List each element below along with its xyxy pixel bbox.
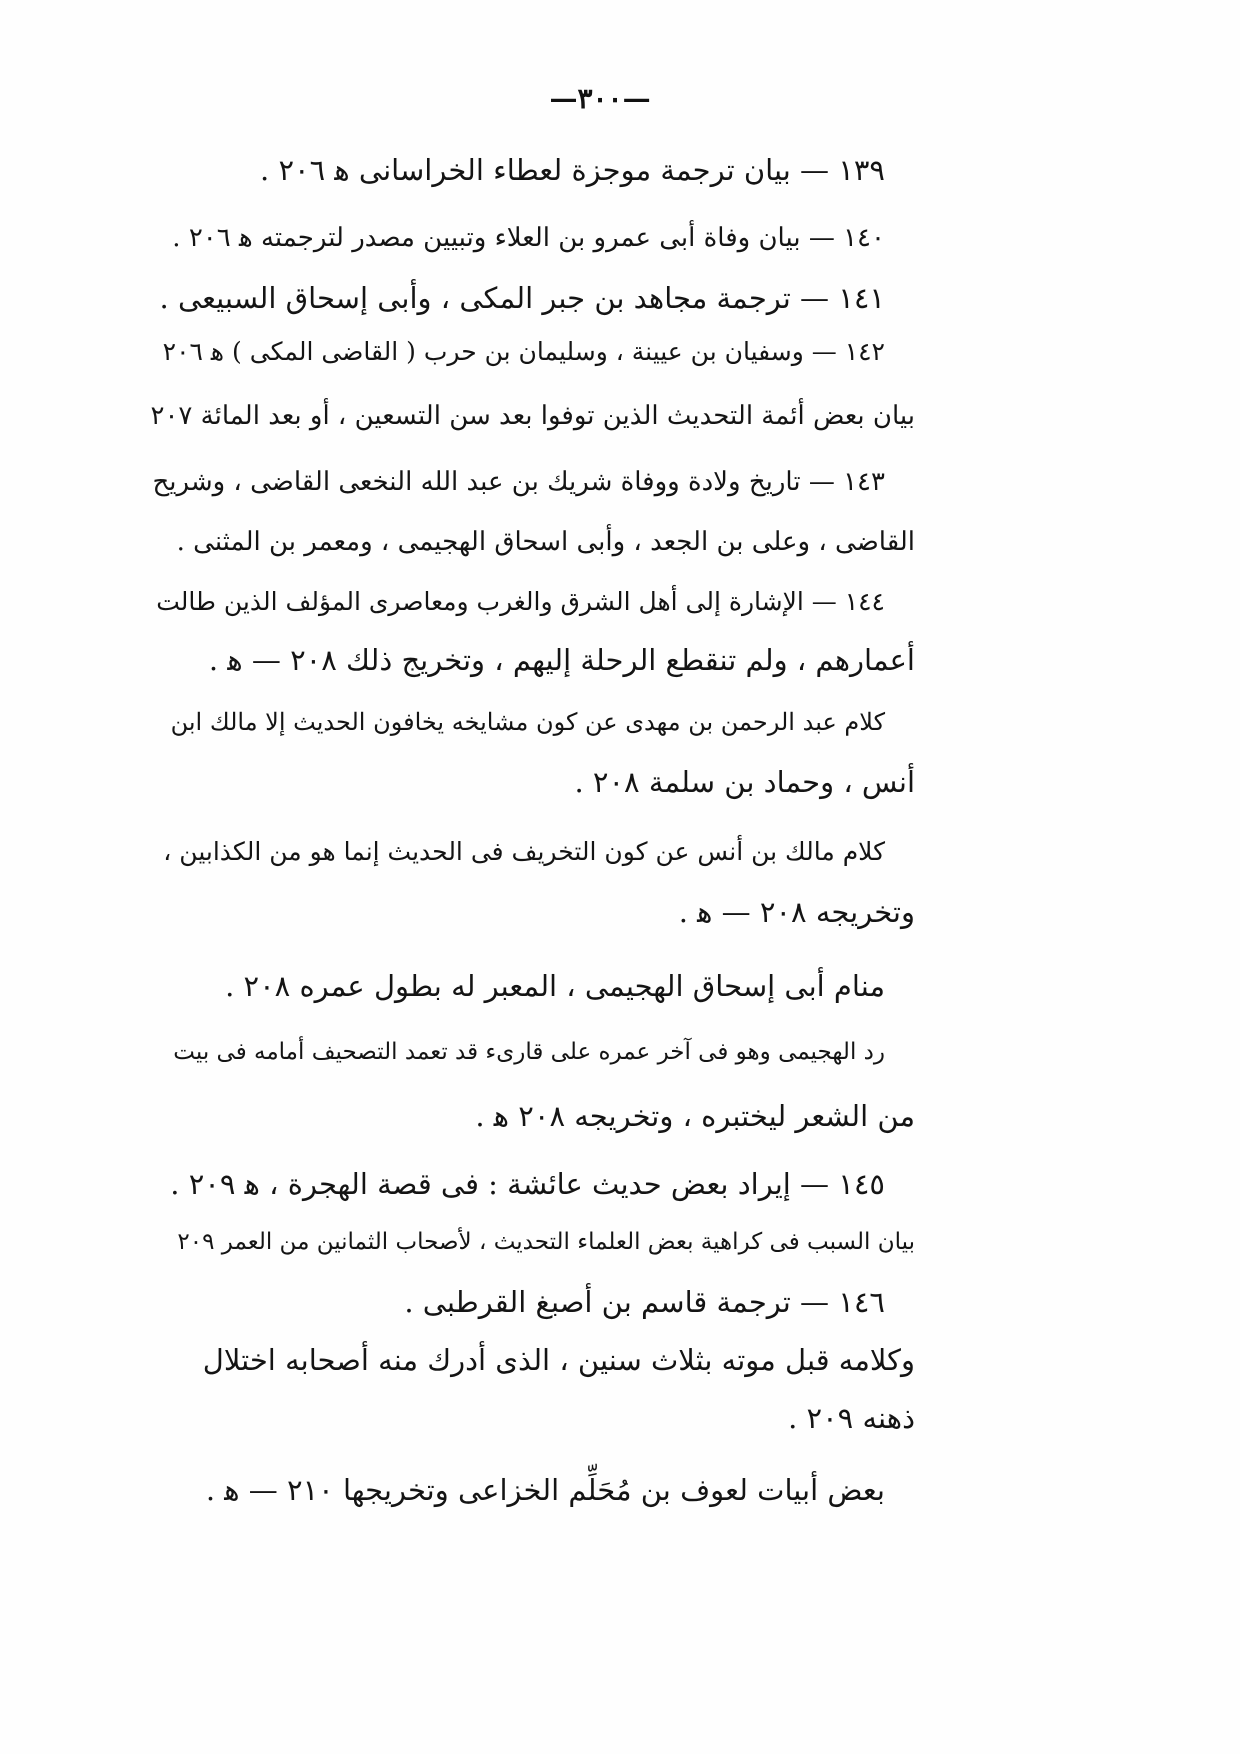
index-entry-144: ١٤٤ — الإشارة إلى أهل الشرق والغرب ومعاصرى المؤلف الذين طالت	[156, 587, 885, 616]
index-entry-text: منام أبى إسحاق الهجيمى ، المعبر له بطول عمره ٢٠٨ .	[225, 969, 885, 1003]
index-entry-text-continued: من الشعر ليختبره ، وتخريجه ٢٠٨ ﻫ .	[475, 1099, 915, 1133]
index-entry-143: ١٤٣ — تاريخ ولادة ووفاة شريك بن عبد الله النخعى القاضى ، وشريح	[152, 467, 885, 497]
index-entry-text: رد الهجيمى وهو فى آخر عمره على قارىء قد تعمد التصحيف أمامه فى بيت	[173, 1039, 885, 1065]
index-entry-text: بيان السبب فى كراهية بعض العلماء التحديث ، لأصحاب الثمانين من العمر ٢٠٩	[177, 1229, 915, 1255]
index-entry-141: ١٤١ — ترجمة مجاهد بن جبر المكى ، وأبى إسحاق السبيعى .	[159, 281, 885, 315]
index-entry-140: ١٤٠ — بيان وفاة أبى عمرو بن العلاء وتبيين مصدر لترجمته ﻫ ٢٠٦ .	[172, 223, 885, 253]
index-entry-146-continued: ذهنه ٢٠٩ .	[788, 1401, 915, 1435]
index-entry-text: كلام مالك بن أنس عن كون التخريف فى الحديث إنما هو من الكذابين ،	[163, 837, 885, 866]
index-entry-text-continued: أنس ، وحماد بن سلمة ٢٠٨ .	[574, 765, 915, 799]
index-entry-text: كلام عبد الرحمن بن مهدى عن كون مشايخه يخافون الحديث إلا مالك ابن	[170, 708, 885, 736]
index-entry-142: ١٤٢ — وسفيان بن عيينة ، وسليمان بن حرب ( القاضى المكى ) ﻫ ٢٠٦	[162, 337, 885, 366]
index-entry-143-continued: القاضى ، وعلى بن الجعد ، وأبى اسحاق الهجيمى ، ومعمر بن المثنى .	[176, 527, 915, 557]
index-entry-145: ١٤٥ — إيراد بعض حديث عائشة : فى قصة الهجرة ، ﻫ ٢٠٩ .	[170, 1167, 885, 1201]
index-entry-text-continued: وتخريجه ٢٠٨ — ﻫ .	[678, 895, 915, 929]
index-entry-146-continued: وكلامه قبل موته بثلاث سنين ، الذى أدرك منه أصحابه اختلال	[202, 1343, 915, 1377]
index-entry-144-continued: أعمارهم ، ولم تنقطع الرحلة إليهم ، وتخريج ذلك ٢٠٨ — ﻫ .	[208, 643, 915, 677]
index-entry-139: ١٣٩ — بيان ترجمة موجزة لعطاء الخراسانى ﻫ ٢٠٦ .	[260, 153, 885, 187]
page-number: —٣٠٠—	[549, 82, 651, 115]
index-entry-146: ١٤٦ — ترجمة قاسم بن أصبغ القرطبى .	[404, 1285, 885, 1319]
index-entry-text: بيان بعض أئمة التحديث الذين توفوا بعد سن التسعين ، أو بعد المائة ٢٠٧	[150, 401, 915, 431]
index-entry-text: بعض أبيات لعوف بن مُحَلِّم الخزاعى وتخريجها ٢١٠ — ﻫ .	[205, 1473, 885, 1507]
